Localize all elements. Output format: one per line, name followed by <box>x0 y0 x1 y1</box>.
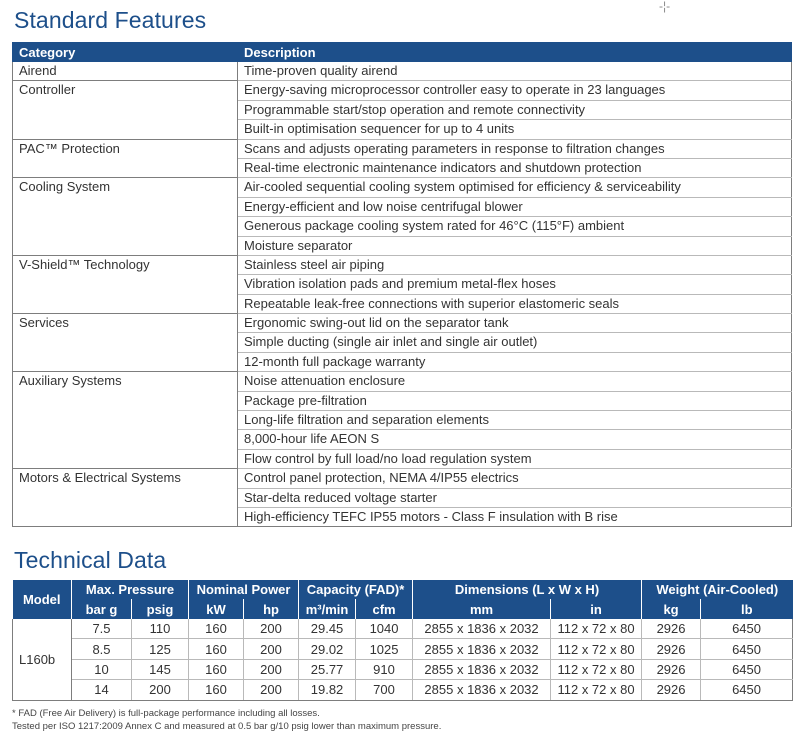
tech-units-row <box>13 599 793 619</box>
pressure-bar-cell: 8.5 <box>72 639 132 659</box>
pressure-psig-cell: 125 <box>132 639 189 659</box>
weight-kg-cell: 2926 <box>642 619 701 639</box>
pressure-bar-cell: 14 <box>72 680 132 700</box>
feature-category: V-Shield™ Technology <box>13 255 238 313</box>
weight-lb-cell: 6450 <box>701 639 793 659</box>
max-pressure-header: Max. Pressure <box>72 580 189 599</box>
feature-category: Cooling System <box>13 178 238 256</box>
feature-category: Auxiliary Systems <box>13 372 238 469</box>
feature-row <box>13 314 792 333</box>
technical-data-table <box>12 580 793 701</box>
power-kw-cell: 160 <box>189 619 244 639</box>
capacity-cfm-cell: 910 <box>356 659 413 679</box>
power-kw-cell: 160 <box>189 639 244 659</box>
weight-header: Weight (Air-Cooled) <box>642 580 793 599</box>
feature-category: Services <box>13 314 238 372</box>
power-kw-cell: 160 <box>189 680 244 700</box>
feature-description: Scans and adjusts operating parameters in response to filtration changes <box>238 139 792 158</box>
unit-mm: mm <box>413 599 551 619</box>
feature-description: Built-in optimisation sequencer for up to 4 units <box>238 120 792 139</box>
capacity-m3min-cell: 29.02 <box>299 639 356 659</box>
pressure-bar-cell: 10 <box>72 659 132 679</box>
dimensions-mm-cell: 2855 x 1836 x 2032 <box>413 619 551 639</box>
power-hp-cell: 200 <box>244 659 299 679</box>
feature-row <box>13 372 792 391</box>
weight-kg-cell: 2926 <box>642 639 701 659</box>
weight-lb-cell: 6450 <box>701 619 793 639</box>
feature-description: Energy-saving microprocessor controller easy to operate in 23 languages <box>238 81 792 100</box>
feature-row <box>13 62 792 81</box>
feature-description: Air-cooled sequential cooling system optimised for efficiency & serviceability <box>238 178 792 197</box>
tech-row <box>13 659 793 679</box>
capacity-cfm-cell: 700 <box>356 680 413 700</box>
dimensions-mm-cell: 2855 x 1836 x 2032 <box>413 680 551 700</box>
feature-description: Long-life filtration and separation elements <box>238 411 792 430</box>
pressure-bar-cell: 7.5 <box>72 619 132 639</box>
dimensions-in-cell: 112 x 72 x 80 <box>551 639 642 659</box>
footnote-fad: * FAD (Free Air Delivery) is full-package performance including all losses. <box>12 708 320 719</box>
power-hp-cell: 200 <box>244 680 299 700</box>
feature-description: Repeatable leak-free connections with superior elastomeric seals <box>238 294 792 313</box>
unit-hp: hp <box>244 599 299 619</box>
feature-description: 12-month full package warranty <box>238 352 792 371</box>
dimensions-in-cell: 112 x 72 x 80 <box>551 619 642 639</box>
feature-row <box>13 178 792 197</box>
feature-category: Motors & Electrical Systems <box>13 469 238 527</box>
feature-description: Real-time electronic maintenance indicators and shutdown protection <box>238 158 792 177</box>
crosshair-mark: -¦- <box>659 0 671 13</box>
dimensions-mm-cell: 2855 x 1836 x 2032 <box>413 639 551 659</box>
feature-category: PAC™ Protection <box>13 139 238 178</box>
unit-in: in <box>551 599 642 619</box>
feature-description: Energy-efficient and low noise centrifugal blower <box>238 197 792 216</box>
unit-m3-min: m³/min <box>299 599 356 619</box>
feature-description: Control panel protection, NEMA 4/IP55 electrics <box>238 469 792 488</box>
feature-category: Airend <box>13 62 238 81</box>
unit-cfm: cfm <box>356 599 413 619</box>
power-kw-cell: 160 <box>189 659 244 679</box>
feature-description: Ergonomic swing-out lid on the separator tank <box>238 314 792 333</box>
nominal-power-header: Nominal Power <box>189 580 299 599</box>
unit-kg: kg <box>642 599 701 619</box>
model-header: Model <box>13 580 72 619</box>
dimensions-in-cell: 112 x 72 x 80 <box>551 680 642 700</box>
standard-features-title: Standard Features <box>14 7 207 33</box>
weight-lb-cell: 6450 <box>701 659 793 679</box>
description-header: Description <box>238 43 792 62</box>
unit-psig: psig <box>132 599 189 619</box>
power-hp-cell: 200 <box>244 639 299 659</box>
feature-description: Star-delta reduced voltage starter <box>238 488 792 507</box>
feature-description: 8,000-hour life AEON S <box>238 430 792 449</box>
unit-kw: kW <box>189 599 244 619</box>
unit-lb: lb <box>701 599 793 619</box>
feature-description: Moisture separator <box>238 236 792 255</box>
capacity-m3min-cell: 29.45 <box>299 619 356 639</box>
tech-row <box>13 619 793 639</box>
standard-features-table <box>12 42 792 527</box>
tech-row <box>13 639 793 659</box>
feature-category: Controller <box>13 81 238 139</box>
footnotes <box>12 707 441 733</box>
model-cell: L160b <box>13 619 72 700</box>
pressure-psig-cell: 200 <box>132 680 189 700</box>
unit-bar-g: bar g <box>72 599 132 619</box>
weight-kg-cell: 2926 <box>642 680 701 700</box>
capacity-m3min-cell: 19.82 <box>299 680 356 700</box>
feature-description: Package pre-filtration <box>238 391 792 410</box>
dimensions-header: Dimensions (L x W x H) <box>413 580 642 599</box>
feature-row <box>13 81 792 100</box>
features-header-row <box>13 43 792 62</box>
pressure-psig-cell: 110 <box>132 619 189 639</box>
feature-description: Generous package cooling system rated for 46°C (115°F) ambient <box>238 217 792 236</box>
feature-row <box>13 139 792 158</box>
capacity-m3min-cell: 25.77 <box>299 659 356 679</box>
technical-data-title: Technical Data <box>14 547 167 573</box>
feature-description: Stainless steel air piping <box>238 255 792 274</box>
feature-row <box>13 469 792 488</box>
category-header: Category <box>13 43 238 62</box>
power-hp-cell: 200 <box>244 619 299 639</box>
feature-description: Flow control by full load/no load regulation system <box>238 449 792 468</box>
feature-description: Simple ducting (single air inlet and single air outlet) <box>238 333 792 352</box>
feature-row <box>13 255 792 274</box>
feature-description: High-efficiency TEFC IP55 motors - Class F insulation with B rise <box>238 507 792 526</box>
footnote-iso: Tested per ISO 1217:2009 Annex C and measured at 0.5 bar g/10 psig lower than maximum pressure. <box>12 721 442 732</box>
feature-description: Vibration isolation pads and premium metal-flex hoses <box>238 275 792 294</box>
weight-kg-cell: 2926 <box>642 659 701 679</box>
capacity-header: Capacity (FAD)* <box>299 580 413 599</box>
feature-description: Time-proven quality airend <box>238 62 792 81</box>
feature-description: Noise attenuation enclosure <box>238 372 792 391</box>
feature-description: Programmable start/stop operation and remote connectivity <box>238 100 792 119</box>
dimensions-in-cell: 112 x 72 x 80 <box>551 659 642 679</box>
weight-lb-cell: 6450 <box>701 680 793 700</box>
pressure-psig-cell: 145 <box>132 659 189 679</box>
tech-header-row <box>13 580 793 599</box>
dimensions-mm-cell: 2855 x 1836 x 2032 <box>413 659 551 679</box>
capacity-cfm-cell: 1040 <box>356 619 413 639</box>
capacity-cfm-cell: 1025 <box>356 639 413 659</box>
tech-row <box>13 680 793 700</box>
